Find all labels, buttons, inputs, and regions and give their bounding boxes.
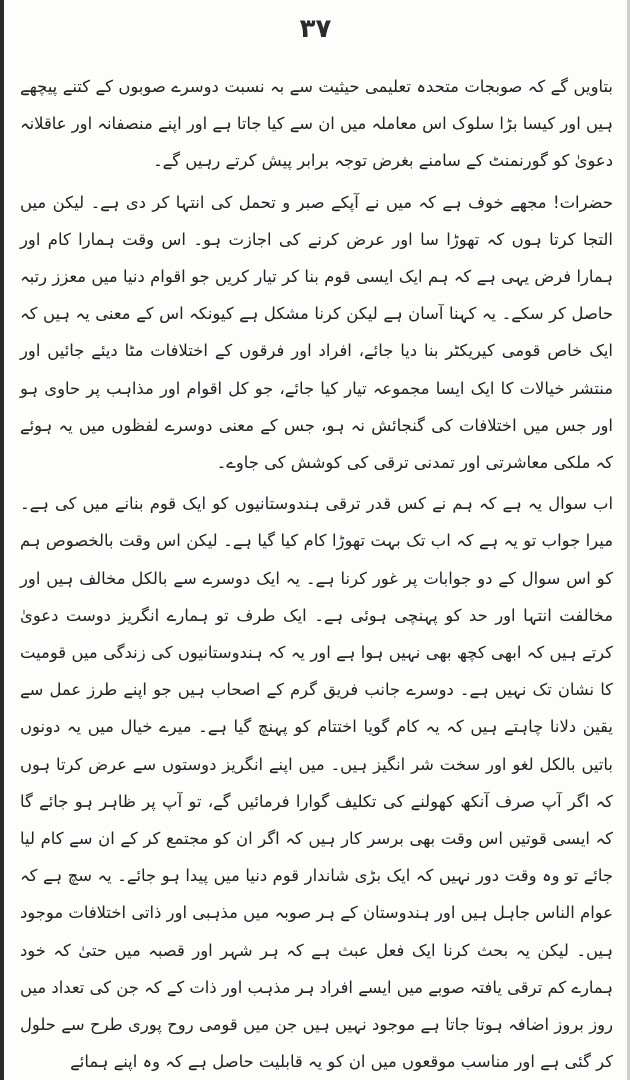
page-number: ۳۷ xyxy=(299,14,332,44)
paragraph-2: حضرات! مجھے خوف ہے کہ میں نے آپکے صبر و تحمل کی انتہا کر دی ہے۔ لیکن میں التجا کرتا ہوں کہ تھوڑا سا اور عرض کرنے کی اجازت ہو۔ اس وقت ہمارا کام اور ہمارا فرض یہی ہے کہ ہم ایک ایسی قوم بنا کر تیار کریں جو اقوام دنیا میں معزز رتبہ حاصل کر سکے۔ یہ کہنا آسان ہے لیکن کرنا مشکل ہے کیونکہ اس کے معنی یہ ہیں کہ ایک خاص قومی کیریکٹر بنا دیا جائے، افراد اور فرقوں کے اختلافات مٹا دیئے جائیں اور منتشر خیالات کا ایک ایسا مجموعہ تیار کیا جائے، جو کل اقوام اور مذاہب پر حاوی ہو اور جس میں اختلافات کی گنجائش نہ ہو، جس کے معنی دوسرے لفظوں میں یہ ہوئے کہ ملکی معاشرتی اور تمدنی ترقی کی کوشش کی جاوے۔ xyxy=(20,192,613,473)
paragraph-1: بتاویں گے کہ صوبجات متحدہ تعلیمی حیثیت سے بہ نسبت دوسرے صوبوں کے کتنے پیچھے ہیں اور کیسا بڑا سلوک اس معاملہ میں ان سے کیا جاتا ہے اور اپنے منصفانہ اور عاقلانہ دعویٰ کو گورنمنٹ کے سامنے بغرض توجہ برابر پیش کرتے رہیں گے۔ xyxy=(20,77,613,171)
paragraph-3: اب سوال یہ ہے کہ ہم نے کس قدر ترقی ہندوستانیوں کو ایک قوم بنانے میں کی ہے۔ میرا جواب تو یہ ہے کہ اب تک بہت تھوڑا کام کیا گیا ہے۔ لیکن اس وقت بالخصوص ہم کو اس سوال کے دو جوابات پر غور کرنا ہے۔ یہ ایک دوسرے سے بالکل مخالف ہیں اور مخالفت انتہا اور حد کو پہنچی ہوئی ہے۔ ایک طرف تو ہمارے انگریز دوست دعویٰ کرتے ہیں کہ ابھی کچھ بھی نہیں ہوا ہے اور یہ کہ ہندوستانیوں کی زندگی میں قومیت کا نشان تک نہیں ہے۔ دوسرے جانب فریق گرم کے اصحاب ہیں جو اپنے طرز عمل سے یقین دلانا چاہتے ہیں کہ یہ کام گویا اختتام کو پہنچ گیا ہے۔ میرے خیال میں یہ دونوں باتیں بالکل لغو اور سخت شر انگیز ہیں۔ میں اپنے انگریز دوستوں سے عرض کرتا ہوں کہ اگر آپ صرف آنکھ کھولنے کی تکلیف گوارا فرمائیں گے، تو آپ پر ظاہر ہو جائے گا کہ ایسی قوتیں اس وقت بھی برسر کار ہیں کہ اگر ان کو مجتمع کر کے ان سے کام لیا جائے تو وہ وقت دور نہیں کہ ایک بڑی شاندار قوم دنیا میں پیدا ہو جائے۔ یہ سچ ہے کہ عوام الناس جاہل ہیں اور ہندوستان کے ہر صوبہ میں مذہبی اور ذاتی اختلافات موجود ہیں۔ لیکن یہ بحث کرنا ایک فعل عبث ہے کہ ہر شہر اور قصبہ میں حتیٰ کہ خود ہمارے کم ترقی یافتہ صوبے میں ایسے افراد ہر مذہب اور ذات کے کہ جن کی تعداد میں روز بروز اضافہ ہوتا جاتا ہے موجود نہیں ہیں جن میں قومی روح پوری طرح سے حلول کر گئی ہے اور مناسب موقعوں میں ان کو یہ قابلیت حاصل ہے کہ وہ اپنے ہمائے xyxy=(20,494,613,1072)
page-body-text xyxy=(20,68,613,1080)
